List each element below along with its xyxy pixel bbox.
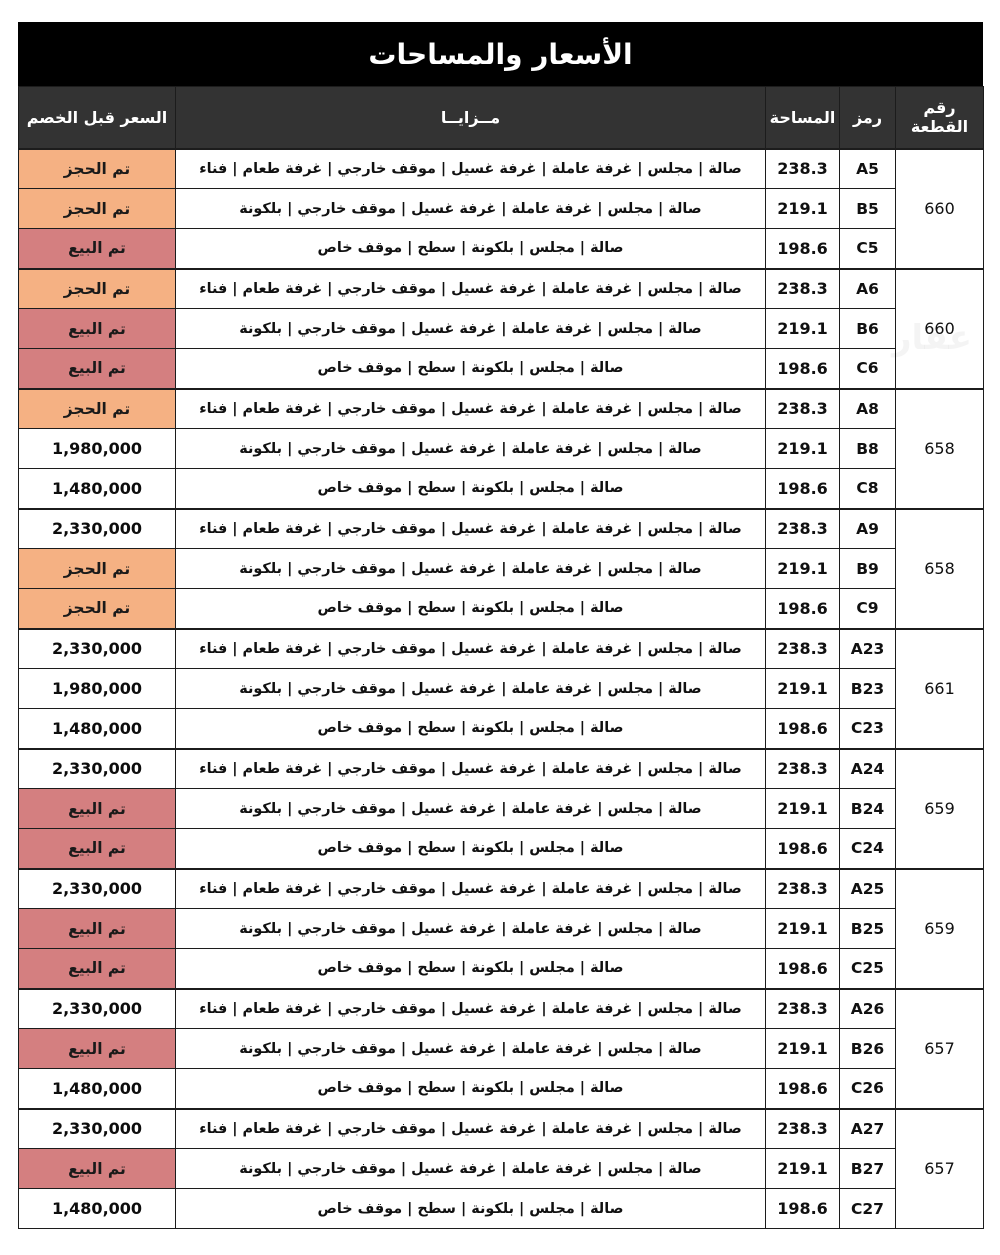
cell-unit-code: C5 [840, 229, 896, 269]
cell-unit-code: B27 [840, 1149, 896, 1189]
cell-area: 219.1 [766, 669, 840, 709]
cell-unit-code: A26 [840, 989, 896, 1029]
cell-area: 198.6 [766, 589, 840, 629]
table-row [19, 149, 984, 189]
cell-status-badge: تم الحجز [19, 149, 176, 189]
cell-features: صالة | مجلس | بلكونة | سطح | موقف خاص [176, 229, 766, 269]
table-row [19, 189, 984, 229]
table-row [19, 669, 984, 709]
cell-unit-code: A23 [840, 629, 896, 669]
cell-features: صالة | مجلس | بلكونة | سطح | موقف خاص [176, 1069, 766, 1109]
table-row [19, 469, 984, 509]
cell-features: صالة | مجلس | غرفة عاملة | غرفة غسيل | موقف خارجي | بلكونة [176, 1029, 766, 1069]
table-row [19, 949, 984, 989]
header-row [19, 87, 984, 149]
table-row [19, 1149, 984, 1189]
table-row [19, 869, 984, 909]
page-title: الأسعار والمساحات [18, 22, 983, 86]
cell-features: صالة | مجلس | غرفة عاملة | غرفة غسيل | موقف خارجي | غرفة طعام | فناء [176, 509, 766, 549]
cell-features: صالة | مجلس | غرفة عاملة | غرفة غسيل | موقف خارجي | غرفة طعام | فناء [176, 629, 766, 669]
cell-price: 1,980,000 [19, 669, 176, 709]
cell-area: 238.3 [766, 989, 840, 1029]
cell-unit-code: A27 [840, 1109, 896, 1149]
table-row [19, 1069, 984, 1109]
cell-features: صالة | مجلس | بلكونة | سطح | موقف خاص [176, 349, 766, 389]
cell-features: صالة | مجلس | غرفة عاملة | غرفة غسيل | موقف خارجي | غرفة طعام | فناء [176, 269, 766, 309]
cell-unit-code: C24 [840, 829, 896, 869]
table-row [19, 709, 984, 749]
cell-unit-code: B9 [840, 549, 896, 589]
cell-price: 1,480,000 [19, 1069, 176, 1109]
cell-plot-number: 657 [896, 1109, 984, 1229]
table-row [19, 989, 984, 1029]
cell-area: 238.3 [766, 389, 840, 429]
cell-unit-code: C6 [840, 349, 896, 389]
cell-unit-code: B23 [840, 669, 896, 709]
cell-area: 198.6 [766, 469, 840, 509]
cell-status-badge: تم البيع [19, 949, 176, 989]
cell-features: صالة | مجلس | بلكونة | سطح | موقف خاص [176, 949, 766, 989]
cell-area: 238.3 [766, 509, 840, 549]
cell-status-badge: تم الحجز [19, 549, 176, 589]
cell-unit-code: A25 [840, 869, 896, 909]
cell-plot-number: 658 [896, 509, 984, 629]
cell-features: صالة | مجلس | غرفة عاملة | غرفة غسيل | موقف خارجي | بلكونة [176, 189, 766, 229]
cell-status-badge: تم الحجز [19, 589, 176, 629]
cell-features: صالة | مجلس | غرفة عاملة | غرفة غسيل | موقف خارجي | بلكونة [176, 909, 766, 949]
table-row [19, 309, 984, 349]
table-row [19, 749, 984, 789]
cell-features: صالة | مجلس | غرفة عاملة | غرفة غسيل | موقف خارجي | بلكونة [176, 549, 766, 589]
cell-price: 1,480,000 [19, 709, 176, 749]
cell-area: 238.3 [766, 629, 840, 669]
table-body [19, 149, 984, 1229]
cell-area: 198.6 [766, 829, 840, 869]
column-header-plot: رقم القطعة [896, 87, 984, 149]
cell-features: صالة | مجلس | بلكونة | سطح | موقف خاص [176, 469, 766, 509]
column-header-price: السعر قبل الخصم [19, 87, 176, 149]
cell-unit-code: C9 [840, 589, 896, 629]
cell-plot-number: 659 [896, 749, 984, 869]
column-header-area: المساحة [766, 87, 840, 149]
cell-plot-number: 658 [896, 389, 984, 509]
cell-area: 198.6 [766, 349, 840, 389]
cell-status-badge: تم البيع [19, 909, 176, 949]
table-row [19, 829, 984, 869]
cell-unit-code: B24 [840, 789, 896, 829]
cell-price: 1,480,000 [19, 469, 176, 509]
table-row [19, 549, 984, 589]
cell-status-badge: تم الحجز [19, 269, 176, 309]
cell-unit-code: C23 [840, 709, 896, 749]
cell-area: 238.3 [766, 749, 840, 789]
cell-price: 2,330,000 [19, 1109, 176, 1149]
cell-unit-code: A6 [840, 269, 896, 309]
cell-plot-number: 661 [896, 629, 984, 749]
cell-unit-code: B8 [840, 429, 896, 469]
cell-area: 219.1 [766, 909, 840, 949]
cell-plot-number: 660 [896, 269, 984, 389]
column-header-features: مــزايــا [176, 87, 766, 149]
cell-price: 2,330,000 [19, 749, 176, 789]
table-row [19, 1029, 984, 1069]
cell-area: 219.1 [766, 1149, 840, 1189]
table-row [19, 589, 984, 629]
table-row [19, 789, 984, 829]
cell-features: صالة | مجلس | غرفة عاملة | غرفة غسيل | موقف خارجي | غرفة طعام | فناء [176, 869, 766, 909]
cell-unit-code: A24 [840, 749, 896, 789]
table-row [19, 909, 984, 949]
cell-features: صالة | مجلس | بلكونة | سطح | موقف خاص [176, 709, 766, 749]
cell-features: صالة | مجلس | غرفة عاملة | غرفة غسيل | موقف خارجي | غرفة طعام | فناء [176, 149, 766, 189]
cell-status-badge: تم البيع [19, 789, 176, 829]
cell-area: 198.6 [766, 1069, 840, 1109]
cell-unit-code: B26 [840, 1029, 896, 1069]
cell-features: صالة | مجلس | غرفة عاملة | غرفة غسيل | موقف خارجي | بلكونة [176, 309, 766, 349]
cell-features: صالة | مجلس | بلكونة | سطح | موقف خاص [176, 829, 766, 869]
cell-unit-code: B6 [840, 309, 896, 349]
cell-features: صالة | مجلس | غرفة عاملة | غرفة غسيل | موقف خارجي | بلكونة [176, 669, 766, 709]
cell-area: 238.3 [766, 149, 840, 189]
cell-price: 1,480,000 [19, 1189, 176, 1229]
cell-status-badge: تم البيع [19, 1029, 176, 1069]
prices-and-areas-table [18, 86, 984, 1229]
cell-status-badge: تم البيع [19, 229, 176, 269]
cell-area: 219.1 [766, 189, 840, 229]
cell-area: 198.6 [766, 709, 840, 749]
column-header-code: رمز [840, 87, 896, 149]
cell-unit-code: B25 [840, 909, 896, 949]
cell-plot-number: 657 [896, 989, 984, 1109]
table-row [19, 349, 984, 389]
cell-status-badge: تم البيع [19, 829, 176, 869]
cell-features: صالة | مجلس | غرفة عاملة | غرفة غسيل | موقف خارجي | غرفة طعام | فناء [176, 989, 766, 1029]
cell-area: 198.6 [766, 1189, 840, 1229]
cell-area: 238.3 [766, 869, 840, 909]
cell-area: 219.1 [766, 309, 840, 349]
cell-unit-code: C8 [840, 469, 896, 509]
cell-area: 198.6 [766, 949, 840, 989]
cell-area: 198.6 [766, 229, 840, 269]
cell-unit-code: C26 [840, 1069, 896, 1109]
cell-status-badge: تم البيع [19, 349, 176, 389]
cell-features: صالة | مجلس | غرفة عاملة | غرفة غسيل | موقف خارجي | غرفة طعام | فناء [176, 1109, 766, 1149]
cell-plot-number: 660 [896, 149, 984, 269]
table-row [19, 629, 984, 669]
table-row [19, 389, 984, 429]
cell-unit-code: C25 [840, 949, 896, 989]
cell-plot-number: 659 [896, 869, 984, 989]
table-header [19, 87, 984, 149]
cell-features: صالة | مجلس | غرفة عاملة | غرفة غسيل | موقف خارجي | غرفة طعام | فناء [176, 389, 766, 429]
table-row [19, 1109, 984, 1149]
cell-features: صالة | مجلس | غرفة عاملة | غرفة غسيل | موقف خارجي | غرفة طعام | فناء [176, 749, 766, 789]
cell-unit-code: A5 [840, 149, 896, 189]
cell-features: صالة | مجلس | غرفة عاملة | غرفة غسيل | موقف خارجي | بلكونة [176, 429, 766, 469]
cell-price: 1,980,000 [19, 429, 176, 469]
cell-status-badge: تم الحجز [19, 389, 176, 429]
cell-area: 219.1 [766, 429, 840, 469]
cell-unit-code: B5 [840, 189, 896, 229]
cell-area: 219.1 [766, 789, 840, 829]
cell-area: 219.1 [766, 549, 840, 589]
cell-price: 2,330,000 [19, 989, 176, 1029]
cell-status-badge: تم البيع [19, 1149, 176, 1189]
cell-unit-code: C27 [840, 1189, 896, 1229]
table-row [19, 269, 984, 309]
cell-status-badge: تم البيع [19, 309, 176, 349]
cell-features: صالة | مجلس | بلكونة | سطح | موقف خاص [176, 1189, 766, 1229]
cell-area: 219.1 [766, 1029, 840, 1069]
cell-features: صالة | مجلس | غرفة عاملة | غرفة غسيل | موقف خارجي | بلكونة [176, 789, 766, 829]
cell-price: 2,330,000 [19, 869, 176, 909]
table-row [19, 1189, 984, 1229]
table-row [19, 509, 984, 549]
cell-price: 2,330,000 [19, 509, 176, 549]
cell-unit-code: A8 [840, 389, 896, 429]
cell-price: 2,330,000 [19, 629, 176, 669]
cell-features: صالة | مجلس | بلكونة | سطح | موقف خاص [176, 589, 766, 629]
cell-status-badge: تم الحجز [19, 189, 176, 229]
table-row [19, 429, 984, 469]
cell-area: 238.3 [766, 269, 840, 309]
table-row [19, 229, 984, 269]
cell-area: 238.3 [766, 1109, 840, 1149]
cell-features: صالة | مجلس | غرفة عاملة | غرفة غسيل | موقف خارجي | بلكونة [176, 1149, 766, 1189]
cell-unit-code: A9 [840, 509, 896, 549]
